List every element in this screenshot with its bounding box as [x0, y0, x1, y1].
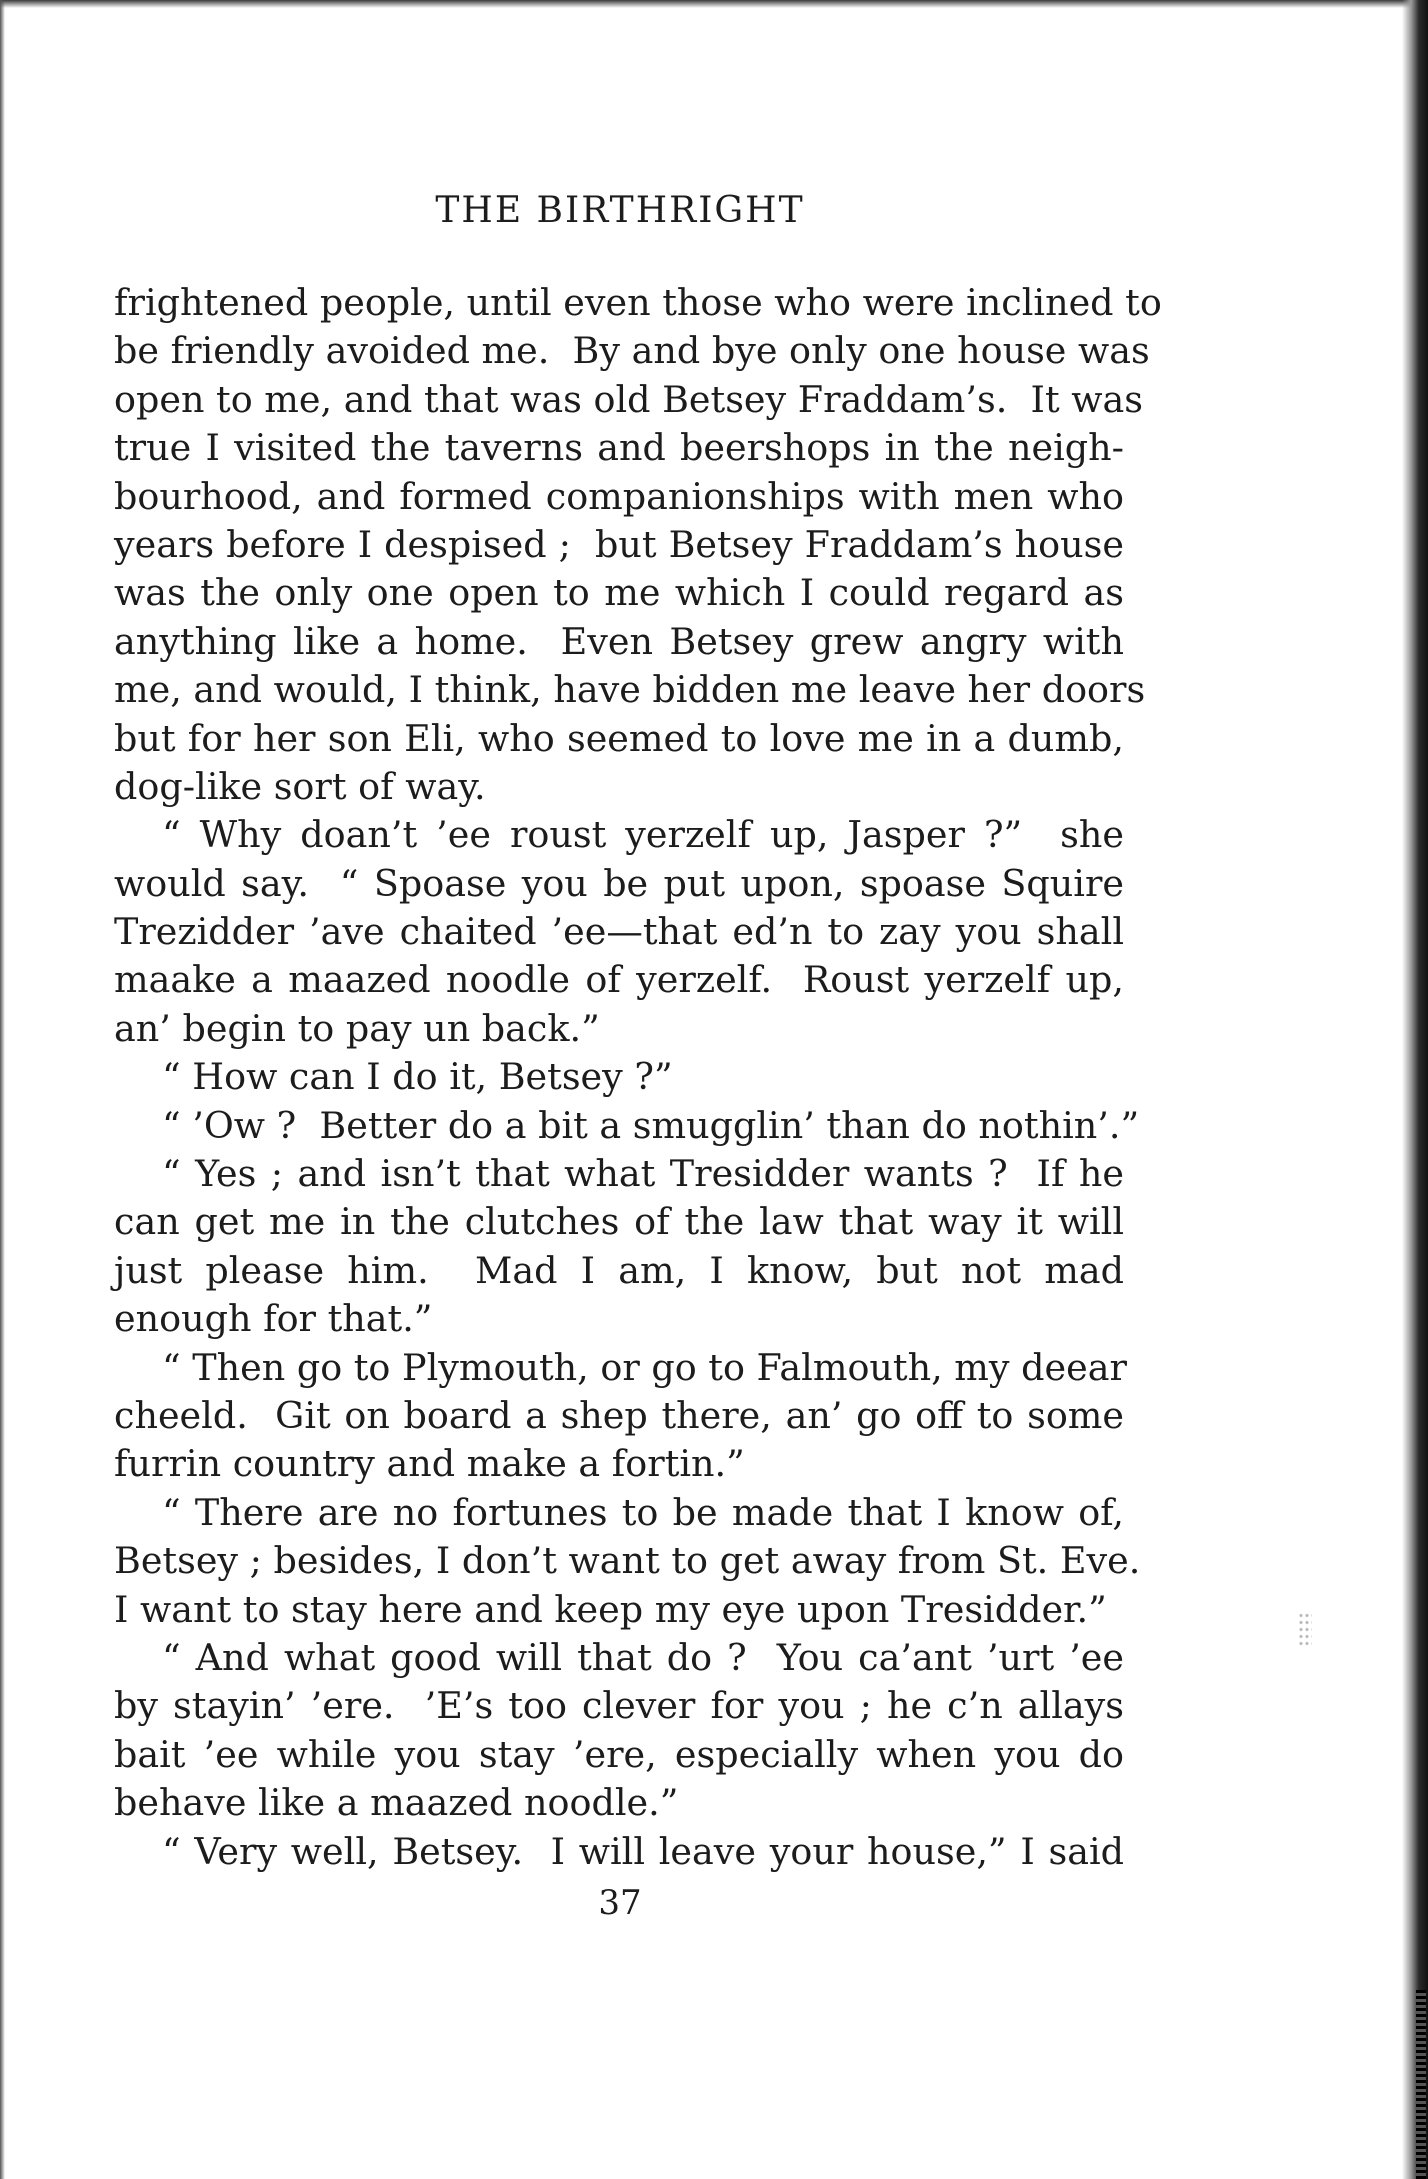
scan-edge-right — [1402, 0, 1428, 2179]
text-line: bait ’ee while you stay ’ere, especially when you do — [114, 1732, 1124, 1776]
text-line: “ And what good will that do ? You ca’ant ’urt ’ee — [162, 1635, 1124, 1679]
text-line: “ Why doan’t ’ee roust yerzelf up, Jasper ?” she — [162, 813, 1124, 857]
text-line: Betsey ; besides, I don’t want to get away from St. Eve. — [114, 1539, 1141, 1583]
text-line: cheeld. Git on board a shep there, an’ go off to some — [114, 1393, 1124, 1437]
scan-speck — [1298, 1612, 1312, 1646]
text-line: “ Yes ; and isn’t that what Tresidder wants ? If he — [162, 1152, 1124, 1196]
text-line: dog-like sort of way. — [114, 764, 486, 808]
text-line: but for her son Eli, who seemed to love me in a dumb, — [114, 716, 1124, 760]
text-line: enough for that.” — [114, 1297, 433, 1341]
text-line: would say. “ Spoase you be put upon, spoase Squire — [114, 861, 1124, 905]
page-number: 37 — [598, 1883, 642, 1923]
scan-edge-left — [0, 0, 5, 2179]
text-line: years before I despised ; but Betsey Fraddam’s house — [114, 522, 1124, 566]
text-line: just please him. Mad I am, I know, but not mad — [114, 1248, 1124, 1292]
text-line: was the only one open to me which I could regard as — [114, 571, 1124, 615]
text-line: “ ’Ow ? Better do a bit a smugglin’ than do nothin’.” — [162, 1103, 1140, 1147]
text-line: “ Then go to Plymouth, or go to Falmouth, my deear — [162, 1345, 1127, 1389]
text-line: “ How can I do it, Betsey ?” — [162, 1055, 673, 1099]
text-line: true I visited the taverns and beershops in the neigh- — [114, 426, 1124, 470]
text-line: furrin country and make a fortin.” — [114, 1442, 745, 1486]
text-line: behave like a maazed noodle.” — [114, 1781, 679, 1825]
scan-edge-top — [0, 0, 1428, 8]
text-line: be friendly avoided me. By and bye only one house was — [114, 329, 1150, 373]
text-line: “ There are no fortunes to be made that I know of, — [162, 1490, 1124, 1534]
text-line: “ Very well, Betsey. I will leave your house,” I said — [162, 1829, 1124, 1873]
text-line: open to me, and that was old Betsey Fraddam’s. It was — [114, 377, 1143, 421]
text-line: by stayin’ ’ere. ’E’s too clever for you ; he c’n allays — [114, 1684, 1124, 1728]
text-line: I want to stay here and keep my eye upon Tresidder.” — [114, 1587, 1107, 1631]
text-line: bourhood, and formed companionships with men who — [114, 474, 1124, 518]
text-line: frightened people, until even those who were inclined to — [114, 281, 1162, 324]
text-line: anything like a home. Even Betsey grew angry with — [114, 619, 1124, 663]
body-text — [114, 279, 1162, 1876]
text-line: me, and would, I think, have bidden me leave her doors — [114, 668, 1146, 712]
text-line: can get me in the clutches of the law that way it will — [114, 1200, 1124, 1244]
text-line: maake a maazed noodle of yerzelf. Roust yerzelf up, — [114, 958, 1124, 1002]
running-title: THE BIRTHRIGHT — [435, 190, 805, 231]
scan-edge-right-bottom — [1416, 1990, 1426, 2179]
text-line: an’ begin to pay un back.” — [114, 1006, 600, 1050]
text-line: Trezidder ’ave chaited ’ee—that ed’n to zay you shall — [114, 910, 1124, 954]
